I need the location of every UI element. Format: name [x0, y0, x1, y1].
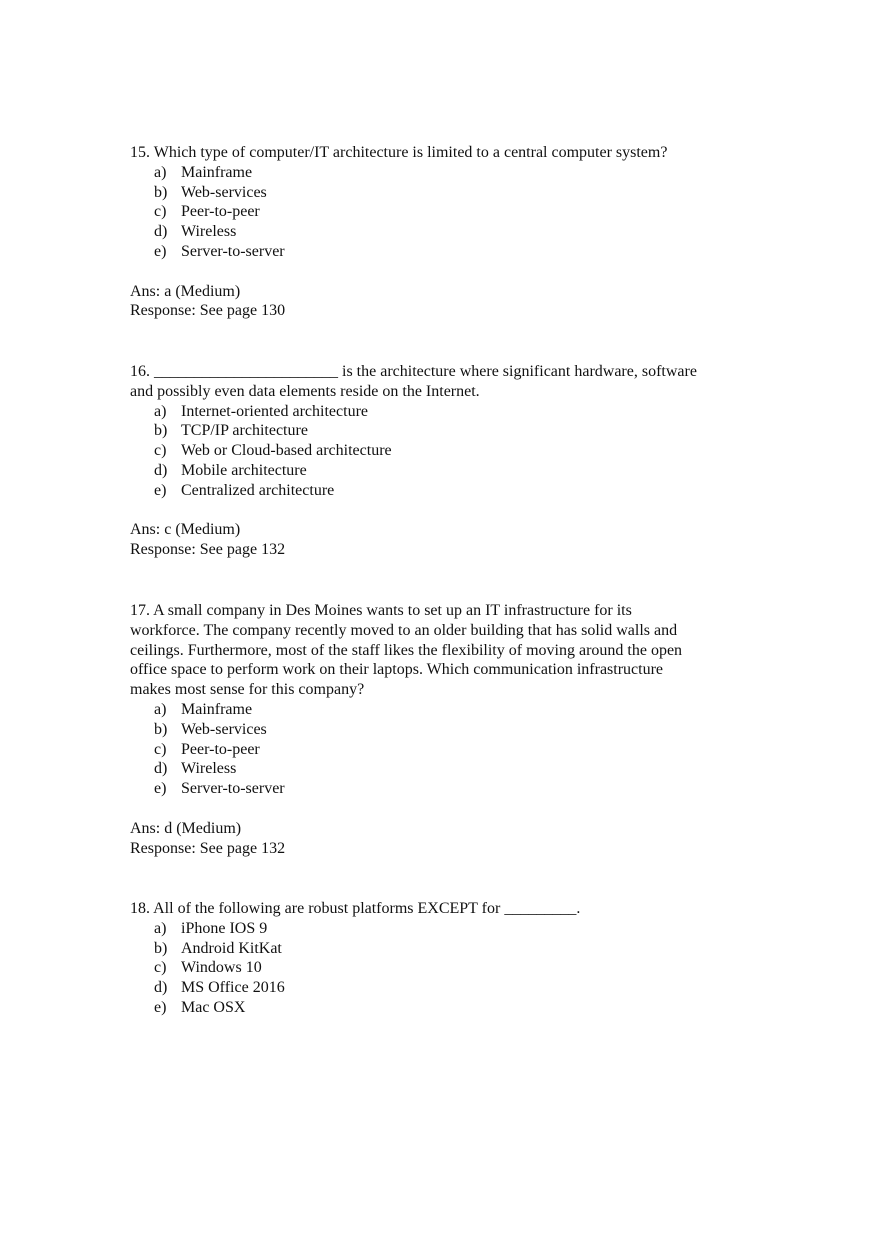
option-b	[130, 720, 750, 740]
response-line: Response: See page 132	[130, 541, 286, 559]
spacer	[130, 262, 750, 282]
option-letter: b)	[154, 939, 168, 957]
question-text: 18. All of the following are robust platforms EXCEPT for _________.	[130, 900, 581, 917]
option-e	[130, 242, 750, 262]
option-text: Wireless	[181, 223, 237, 241]
option-b	[130, 939, 750, 959]
question-text: 17. A small company in Des Moines wants to set up an IT infrastructure for its	[130, 602, 632, 619]
option-a	[130, 700, 750, 720]
option-letter: c)	[154, 740, 167, 758]
question-text: 15. Which type of computer/IT architecture is limited to a central computer system?	[130, 144, 668, 161]
option-letter: d)	[154, 979, 168, 997]
question-text: makes most sense for this company?	[130, 681, 365, 699]
option-text: Web-services	[181, 183, 267, 201]
option-letter: e)	[154, 481, 167, 499]
option-letter: e)	[154, 998, 167, 1016]
option-d	[130, 222, 750, 242]
option-text: Internet-oriented architecture	[181, 402, 368, 420]
option-d	[130, 759, 750, 779]
option-text: Server-to-server	[181, 242, 285, 260]
option-text: iPhone IOS 9	[181, 919, 268, 937]
question-text: 16. _______________________ is the architecture where significant hardware, software	[130, 363, 697, 380]
option-c	[130, 441, 750, 461]
option-e	[130, 779, 750, 799]
option-letter: e)	[154, 780, 167, 798]
option-text: TCP/IP architecture	[181, 422, 308, 440]
option-letter: a)	[154, 700, 167, 718]
option-letter: b)	[154, 720, 168, 738]
option-letter: a)	[154, 163, 167, 181]
question-16	[130, 362, 750, 560]
question-17	[130, 601, 750, 858]
option-text: Centralized architecture	[181, 481, 335, 499]
option-letter: b)	[154, 183, 168, 201]
option-letter: d)	[154, 760, 168, 778]
response-line: Response: See page 130	[130, 302, 286, 320]
option-letter: e)	[154, 242, 167, 260]
question-text: and possibly even data elements reside on the Internet.	[130, 382, 480, 400]
response-line: Response: See page 132	[130, 839, 286, 857]
answer-line: Ans: c (Medium)	[130, 521, 241, 539]
option-text: Mainframe	[181, 163, 253, 181]
option-e	[130, 481, 750, 501]
option-text: Android KitKat	[181, 939, 282, 957]
option-text: Peer-to-peer	[181, 203, 260, 221]
option-letter: c)	[154, 203, 167, 221]
option-text: Mobile architecture	[181, 461, 307, 479]
spacer	[130, 799, 750, 819]
option-c	[130, 958, 750, 978]
option-a	[130, 402, 750, 422]
question-15	[130, 143, 750, 321]
option-letter: b)	[154, 422, 168, 440]
question-18	[130, 899, 750, 1018]
option-e	[130, 998, 750, 1018]
option-text: Peer-to-peer	[181, 740, 260, 758]
question-text: workforce. The company recently moved to an older building that has solid walls and	[130, 621, 678, 639]
option-letter: a)	[154, 402, 167, 420]
option-letter: c)	[154, 442, 167, 460]
option-text: Server-to-server	[181, 780, 285, 798]
option-text: MS Office 2016	[181, 979, 285, 997]
option-text: Web or Cloud-based architecture	[181, 442, 392, 460]
option-a	[130, 919, 750, 939]
option-b	[130, 421, 750, 441]
spacer	[130, 501, 750, 521]
option-letter: d)	[154, 223, 168, 241]
option-text: Web-services	[181, 720, 267, 738]
option-letter: d)	[154, 461, 168, 479]
option-b	[130, 183, 750, 203]
question-text: ceilings. Furthermore, most of the staff likes the flexibility of moving around the open	[130, 641, 683, 659]
option-text: Mainframe	[181, 700, 253, 718]
option-text: Mac OSX	[181, 998, 246, 1016]
option-d	[130, 461, 750, 481]
option-text: Wireless	[181, 760, 237, 778]
answer-line: Ans: d (Medium)	[130, 819, 242, 837]
option-letter: c)	[154, 959, 167, 977]
option-c	[130, 202, 750, 222]
answer-line: Ans: a (Medium)	[130, 282, 241, 300]
option-d	[130, 978, 750, 998]
option-a	[130, 163, 750, 183]
question-text: office space to perform work on their laptops. Which communication infrastructure	[130, 661, 664, 679]
option-c	[130, 740, 750, 760]
option-text: Windows 10	[181, 959, 262, 977]
option-letter: a)	[154, 919, 167, 937]
